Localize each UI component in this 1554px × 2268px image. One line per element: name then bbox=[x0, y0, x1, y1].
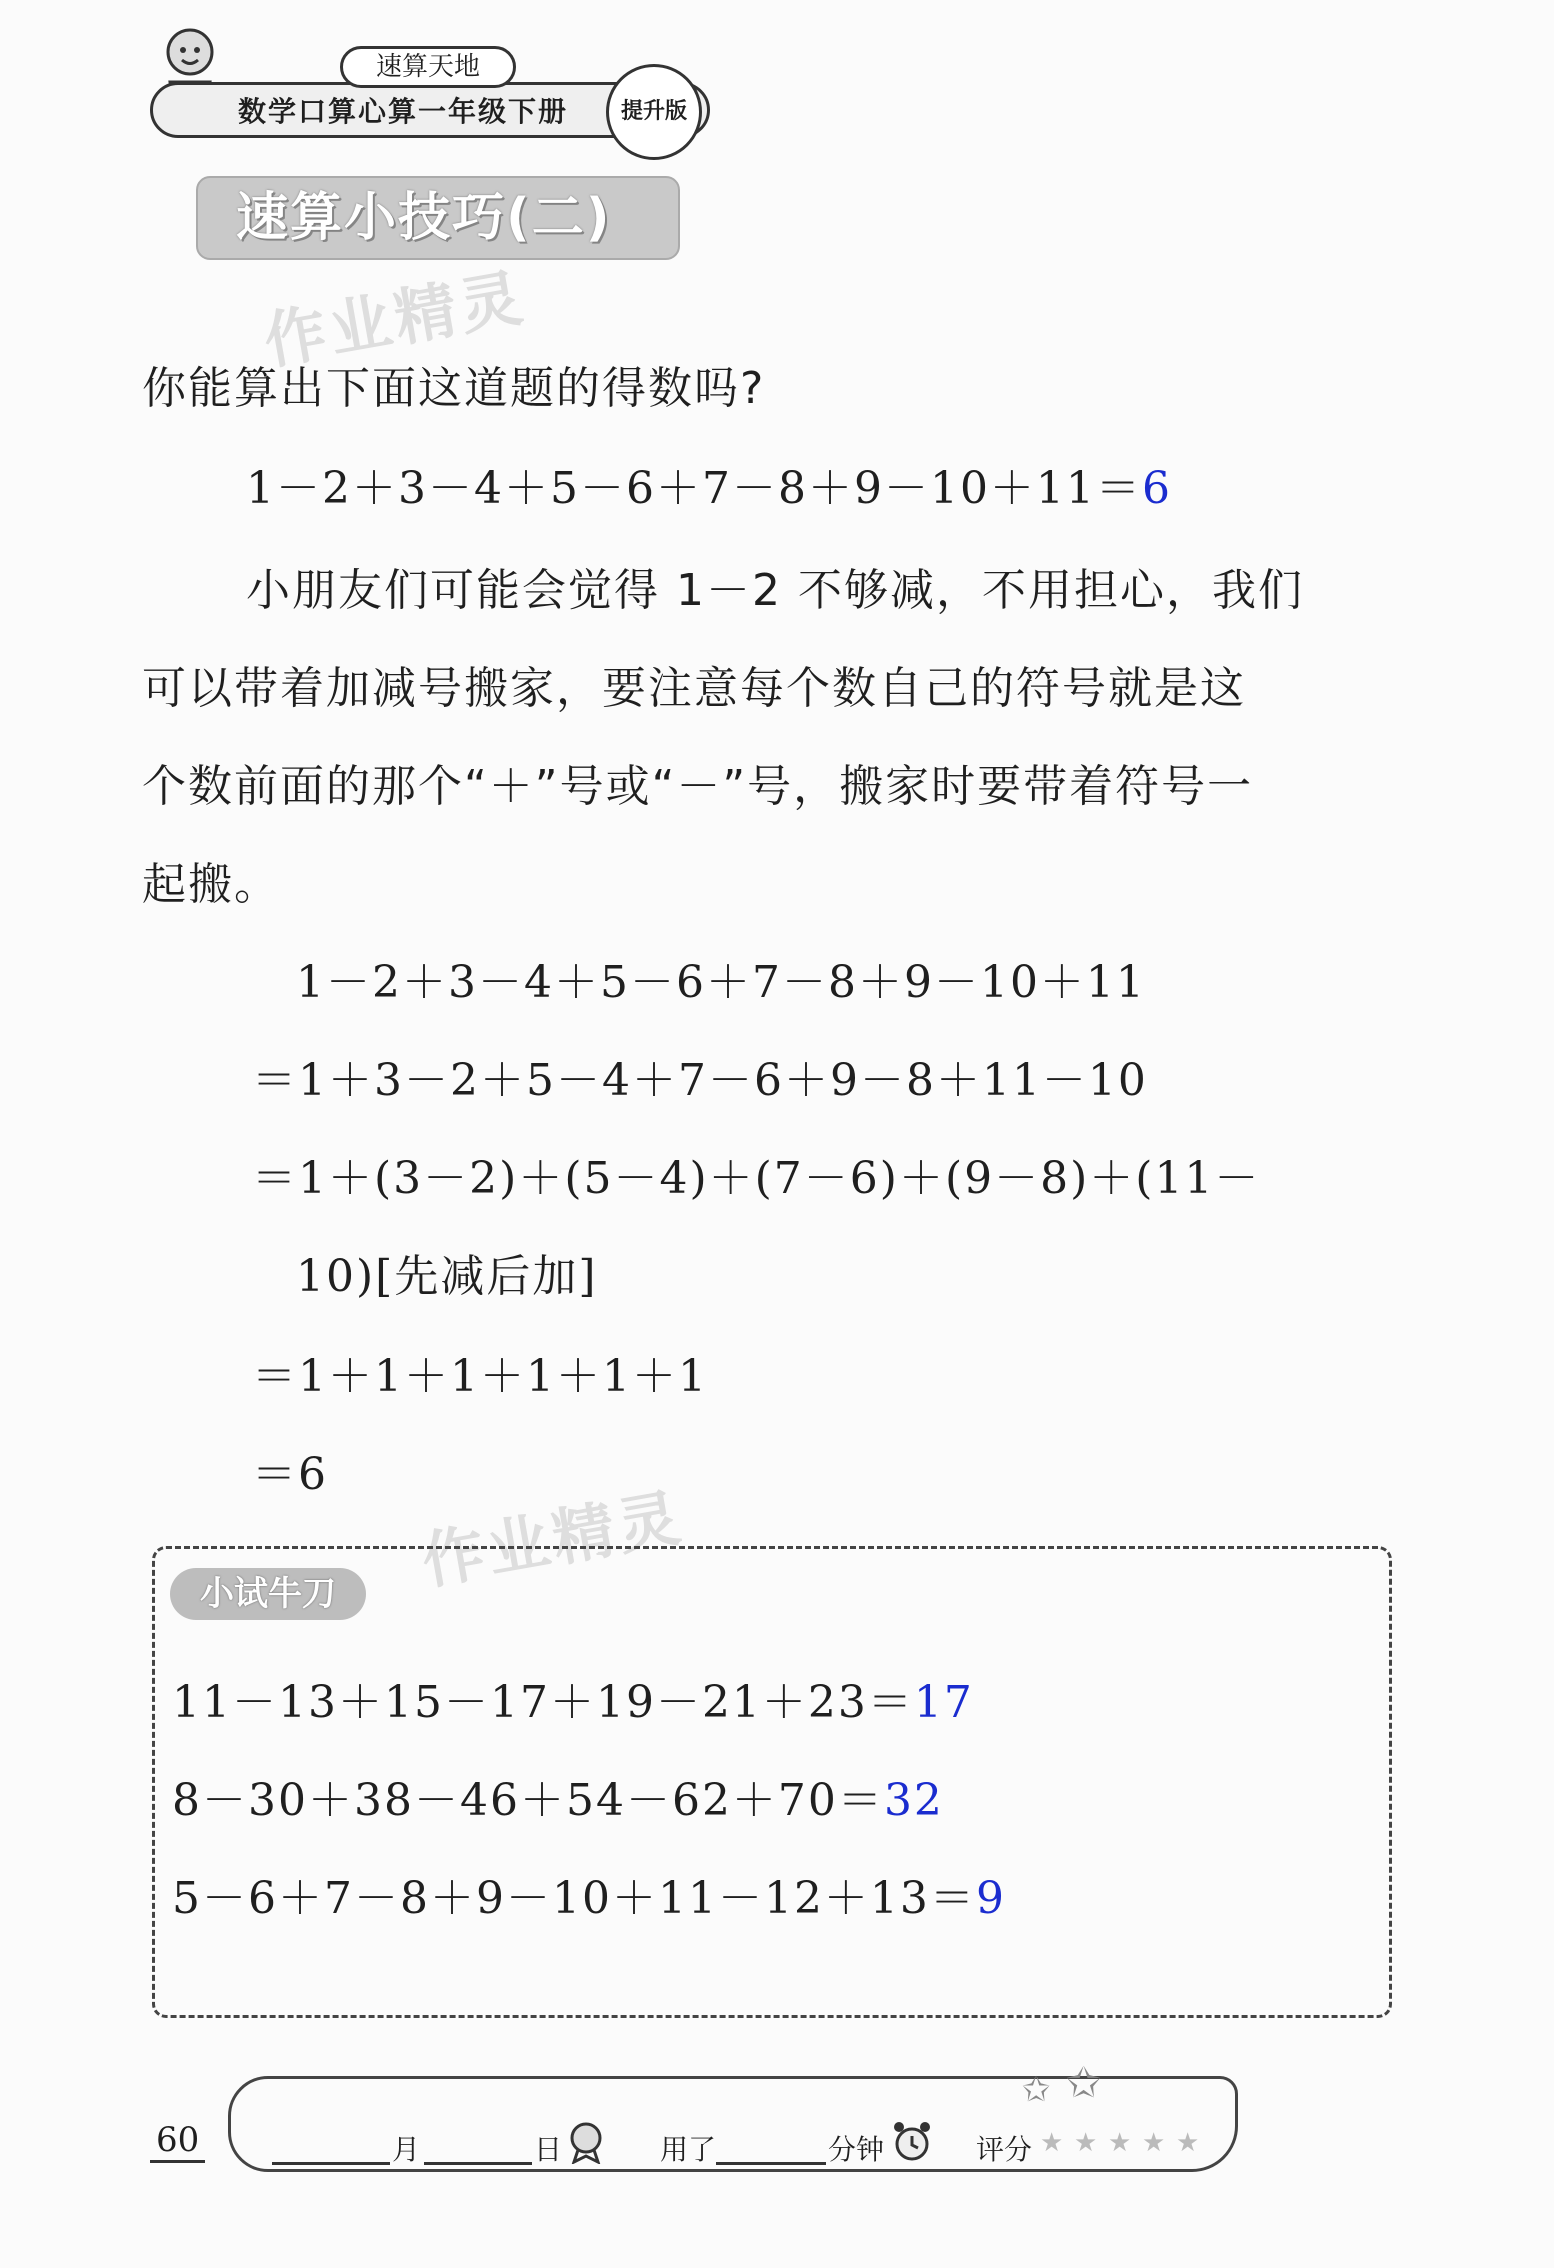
explanation-line-3: 个数前面的那个“＋”号或“－”号，搬家时要带着符号一 bbox=[142, 761, 1254, 812]
step-line-5: ＝1＋1＋1＋1＋1＋1 bbox=[252, 1351, 708, 1402]
practice-answer-1: 17 bbox=[913, 1677, 974, 1728]
minutes-label: 分钟 bbox=[828, 2133, 885, 2166]
step-line-4: 10)[先减后加] bbox=[296, 1251, 598, 1302]
star-icon: ★ bbox=[1176, 2128, 1200, 2158]
medal-icon bbox=[566, 2120, 606, 2164]
watermark-middle: 作业精灵 bbox=[416, 1480, 690, 1599]
problem-answer: 6 bbox=[1141, 463, 1172, 514]
day-blank bbox=[424, 2162, 532, 2165]
intro-question: 你能算出下面这道题的得数吗? bbox=[142, 363, 766, 414]
day-label: 日 bbox=[534, 2133, 563, 2166]
month-blank bbox=[272, 2162, 390, 2165]
book-title: 数学口算心算一年级下册 bbox=[238, 95, 569, 128]
time-used-label: 用了 bbox=[660, 2133, 717, 2166]
practice-item-3 bbox=[172, 1862, 1006, 1926]
star-icon: ★ bbox=[1074, 2128, 1098, 2158]
star-icon: ★ bbox=[1142, 2128, 1166, 2158]
step-line-3: ＝1＋(3－2)＋(5－4)＋(7－6)＋(9－8)＋(11－ bbox=[252, 1153, 1261, 1204]
step-line-2: ＝1＋3－2＋5－4＋7－6＋9－8＋11－10 bbox=[252, 1055, 1148, 1106]
watermark-top: 作业精灵 bbox=[258, 260, 532, 379]
decor-star-icon: ✩ bbox=[1066, 2058, 1102, 2107]
practice-expression-3: 5－6＋7－8＋9－10＋11－12＋13＝ bbox=[172, 1873, 976, 1924]
page-number: 60 bbox=[150, 2120, 205, 2163]
edition-badge: 提升版 bbox=[606, 64, 702, 160]
practice-item-1 bbox=[172, 1666, 974, 1730]
section-title: 速算小技巧(二) bbox=[196, 176, 680, 260]
practice-expression-2: 8－30＋38－46＋54－62＋70＝ bbox=[172, 1775, 884, 1826]
star-icon: ★ bbox=[1040, 2128, 1064, 2158]
practice-answer-2: 32 bbox=[883, 1775, 944, 1826]
problem-expression: 1－2＋3－4＋5－6＋7－8＋9－10＋11＝ bbox=[246, 463, 1142, 514]
alarm-clock-icon bbox=[890, 2118, 934, 2164]
explanation-line-1: 小朋友们可能会觉得 1－2 不够减，不用担心，我们 bbox=[246, 565, 1304, 616]
score-label: 评分 bbox=[976, 2133, 1033, 2166]
star-icon: ★ bbox=[1108, 2128, 1132, 2158]
problem-line bbox=[246, 452, 1172, 516]
explanation-line-2: 可以带着加减号搬家，要注意每个数自己的符号就是这 bbox=[142, 663, 1246, 714]
month-label: 月 bbox=[392, 2133, 421, 2166]
practice-answer-3: 9 bbox=[975, 1873, 1006, 1924]
practice-title: 小试牛刀 bbox=[170, 1568, 366, 1620]
practice-expression-1: 11－13＋15－17＋19－21＋23＝ bbox=[172, 1677, 914, 1728]
minutes-blank bbox=[716, 2162, 826, 2165]
practice-item-2 bbox=[172, 1764, 944, 1828]
decor-star-icon: ✩ bbox=[1022, 2070, 1051, 2110]
explanation-line-4: 起搬。 bbox=[142, 859, 280, 910]
step-line-6: ＝6 bbox=[252, 1449, 328, 1500]
header-tag: 速算天地 bbox=[340, 46, 516, 88]
step-line-1: 1－2＋3－4＋5－6＋7－8＋9－10＋11 bbox=[296, 957, 1146, 1008]
